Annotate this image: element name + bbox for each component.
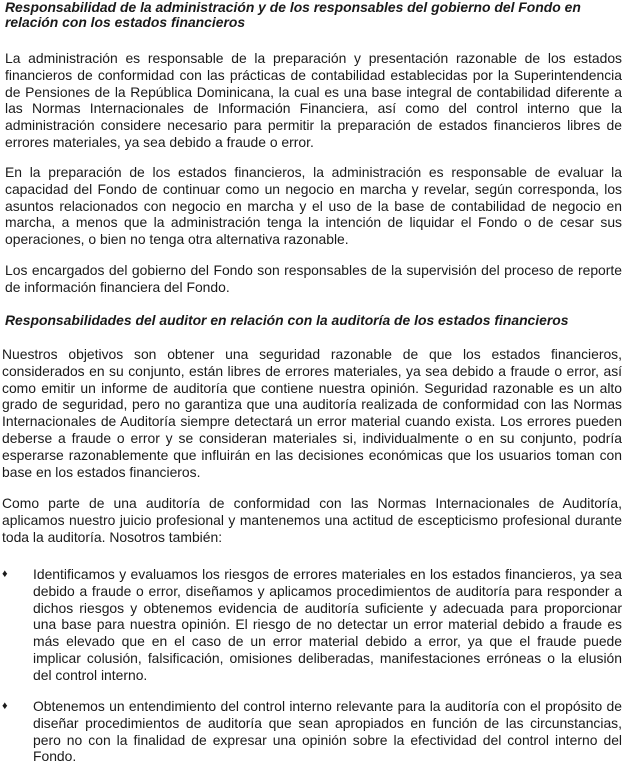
diamond-bullet-icon: ♦	[2, 568, 8, 580]
paragraph-management-responsibility: La administración es responsable de la preparación y presentación razonable de los estados financieros de conformidad con las prácticas de contabilidad establecidas por la Superintendencia de Pensiones de la República Dominicana, la cual es una base integral de contabilidad diferente a las Normas Internacionales de Información Financiera, así como del control interno que la administración considere necesario para permitir la preparación de estados financieros libres de errores materiales, ya sea debido a fraude o error.	[5, 50, 622, 150]
paragraph-going-concern: En la preparación de los estados financieros, la administración es responsable de evaluar la capacidad del Fondo de continuar como un negocio en marcha y revelar, según corresponda, los asuntos relacionados con negocio en marcha y el uso de la base de contabilidad de negocio en marcha, a menos que la administración tenga la intención de liquidar el Fondo o de cesar sus operaciones, o bien no tenga otra alternativa razonable.	[5, 164, 622, 248]
section-heading-auditor-responsibility: Responsabilidades del auditor en relación con la auditoría de los estados financieros	[5, 312, 569, 328]
section-heading-management-responsibility: Responsabilidad de la administración y de los responsables del gobierno del Fondo en relación con los estados financieros	[5, 0, 581, 30]
paragraph-audit-judgement: Como parte de una auditoría de conformidad con las Normas Internacionales de Auditoría, aplicamos nuestro juicio profesional y mantenemos una actitud de escepticismo profesional durante toda la auditoría. Nosotros también:	[2, 495, 622, 545]
bullet-text: Obtenemos un entendimiento del control interno relevante para la auditoría con el propósito de diseñar procedimientos de auditoría que sean apropiados en función de las circunstancias, pero no con la finalidad de expresar una opinión sobre la efectividad del control interno del Fondo.	[33, 698, 622, 765]
paragraph-audit-objectives: Nuestros objetivos son obtener una seguridad razonable de que los estados financieros, considerados en su conjunto, están libres de errores materiales, ya sea debido a fraude o error, así como emitir un informe de auditoría que contiene nuestra opinión. Seguridad razonable es un alto grado de seguridad, pero no garantiza que una auditoría realizada de conformidad con las Normas Internacionales de Auditoría siempre detectará un error material cuando exista. Los errores pueden deberse a fraude o error y se consideran materiales si, individualmente o en su conjunto, podría esperarse razonablemente que influirán en las decisiones económicas que los usuarios toman con base en los estados financieros.	[2, 346, 622, 480]
paragraph-governance-oversight: Los encargados del gobierno del Fondo son responsables de la supervisión del proceso de reporte de información financiera del Fondo.	[5, 262, 622, 295]
bullet-text: Identificamos y evaluamos los riesgos de errores materiales en los estados financieros, ya sea debido a fraude o error, diseñamos y aplicamos procedimientos de auditoría para responder a dichos riesgos y obtenemos evidencia de auditoría suficiente y adecuada para proporcionar una base para nuestra opinión. El riesgo de no detectar un error material debido a fraude es más elevado que en el caso de un error material debido a error, ya que el fraude puede implicar colusión, falsificación, omisiones deliberadas, manifestaciones erróneas o la elusión del control interno.	[33, 566, 622, 683]
diamond-bullet-icon: ♦	[2, 700, 8, 712]
